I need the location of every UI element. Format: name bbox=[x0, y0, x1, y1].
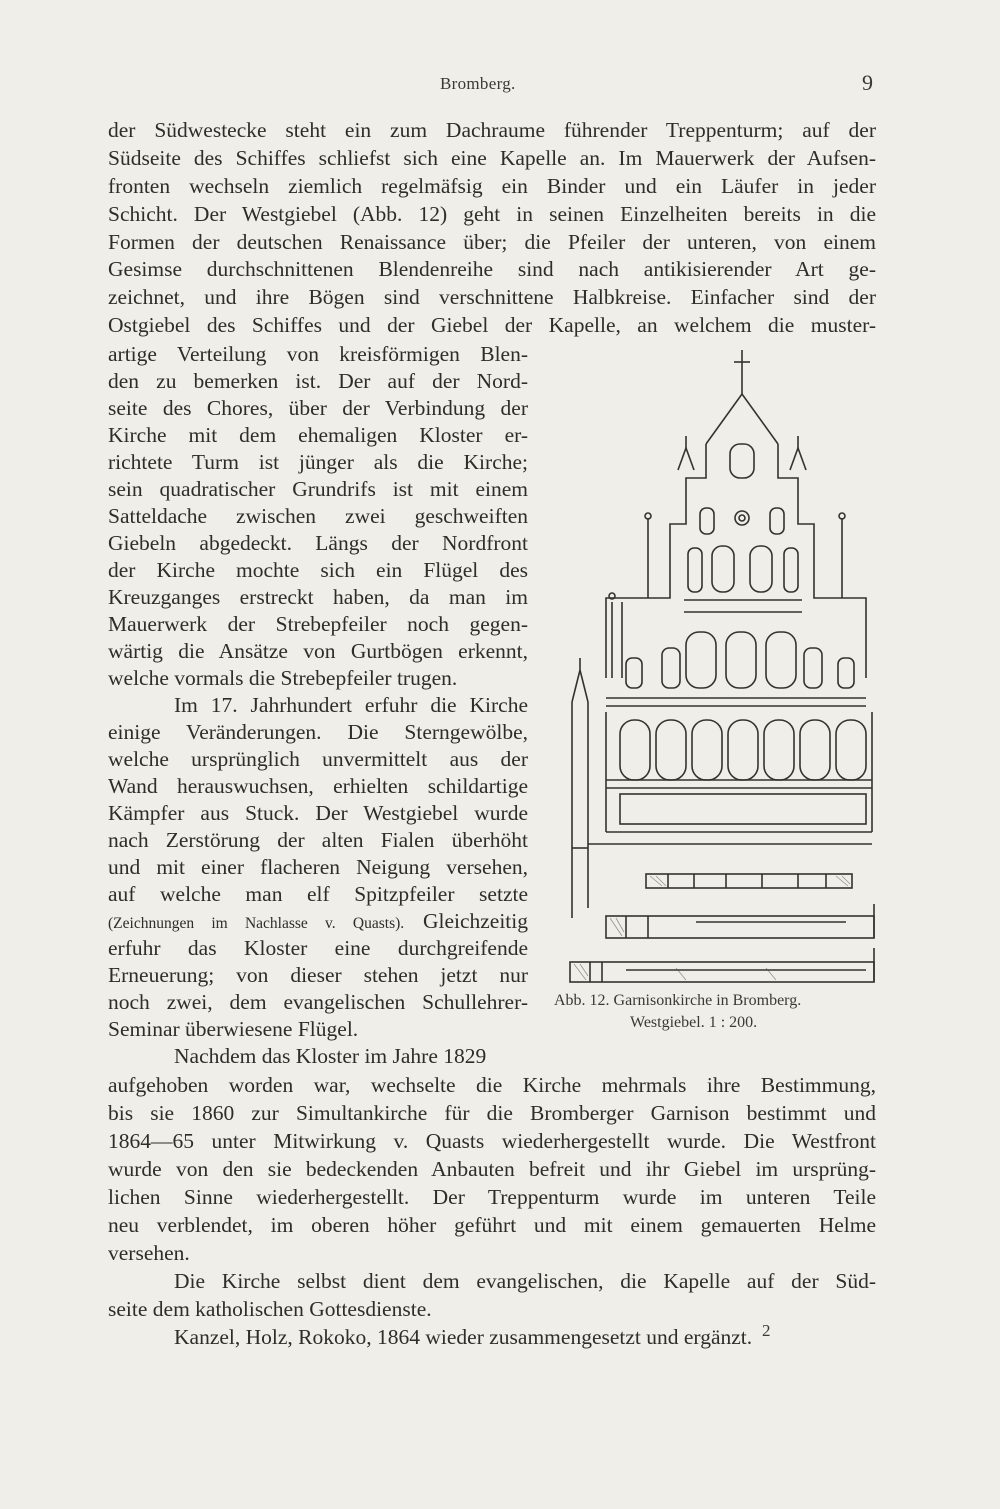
text-line: lichen Sinne wiederhergestellt. Der Treppenturm wurde im unteren Teile bbox=[108, 1185, 876, 1209]
text-line: neu verblendet, im oberen höher geführt und mit einem gemauerten Helme bbox=[108, 1213, 876, 1237]
figure-caption: Abb. 12. Garnisonkirche in Bromberg. bbox=[554, 992, 802, 1009]
text-line: noch zwei, dem evangelischen Schullehrer- bbox=[108, 990, 528, 1014]
text-line: Kreuzganges erstreckt haben, da man im bbox=[108, 585, 528, 609]
text-line: Südseite des Schiffes schliefst sich eine Kapelle an. Im Mauerwerk der Aufsen- bbox=[108, 146, 876, 170]
text-line: seite dem katholischen Gottesdienste. bbox=[108, 1297, 432, 1321]
text-line: einige Veränderungen. Die Sterngewölbe, bbox=[108, 720, 528, 744]
figure-caption-scale: Westgiebel. 1 : 200. bbox=[630, 1014, 758, 1031]
text-line: bis sie 1860 zur Simultankirche für die Bromberger Garnison bestimmt und bbox=[108, 1101, 876, 1125]
text-line: versehen. bbox=[108, 1241, 190, 1265]
text-line: richtete Turm ist jünger als die Kirche; bbox=[108, 450, 528, 474]
text-line: Kirche mit dem ehemaligen Kloster er- bbox=[108, 423, 528, 447]
text-line: der Kirche mochte sich ein Flügel des bbox=[108, 558, 528, 582]
text-line: Ostgiebel des Schiffes und der Giebel der Kapelle, an welchem die muster- bbox=[108, 313, 876, 337]
text-line: den zu bemerken ist. Der auf der Nord- bbox=[108, 369, 528, 393]
text-line: und mit einer flacheren Neigung versehen, bbox=[108, 855, 528, 879]
reference-note: (Zeichnungen im Nachlasse v. Quasts). bbox=[108, 915, 405, 932]
text-line: seite des Chores, über der Verbindung der bbox=[108, 396, 528, 420]
text-line: Gesimse durchschnittenen Blendenreihe sind nach antikisierender Art ge- bbox=[108, 257, 876, 281]
text-line: Formen der deutschen Renaissance über; die Pfeiler der unteren, von einem bbox=[108, 230, 876, 254]
text-line: Nachdem das Kloster im Jahre 1829 bbox=[174, 1044, 487, 1068]
text-line: Die Kirche selbst dient dem evangelischen, die Kapelle auf der Süd- bbox=[174, 1269, 876, 1293]
text-line: artige Verteilung von kreisförmigen Blen- bbox=[108, 342, 528, 366]
text-line: wurde von den sie bedeckenden Anbauten befreit und ihr Giebel im ursprüng- bbox=[108, 1157, 876, 1181]
text-line: wärtig die Ansätze von Gurtbögen erkennt, bbox=[108, 639, 528, 663]
text-line: erfuhr das Kloster eine durchgreifende bbox=[108, 936, 528, 960]
text-line: sein quadratischer Grundrifs ist mit einem bbox=[108, 477, 528, 501]
text-line: Mauerwerk der Strebepfeiler noch gegen- bbox=[108, 612, 528, 636]
text-line: zeichnet, und ihre Bögen sind verschnittene Halbkreise. Einfacher sind der bbox=[108, 285, 876, 309]
text-line: 1864—65 unter Mitwirkung v. Quasts wiederhergestellt wurde. Die Westfront bbox=[108, 1129, 876, 1153]
text-line: Schicht. Der Westgiebel (Abb. 12) geht in seinen Einzelheiten bereits in die bbox=[108, 202, 876, 226]
text-line: Wand herauswuchsen, erhielten schildartige bbox=[108, 774, 528, 798]
text-line: Satteldache zwischen zwei geschweiften bbox=[108, 504, 528, 528]
text-line: welche vormals die Strebepfeiler trugen. bbox=[108, 666, 458, 690]
text-line: nach Zerstörung der alten Fialen überhöht bbox=[108, 828, 528, 852]
text-fragment: Gleichzeitig bbox=[422, 909, 529, 933]
text-line: fronten wechseln ziemlich regelmäfsig ein Binder und ein Läufer in jeder bbox=[108, 174, 876, 198]
text-line: Erneuerung; von dieser stehen jetzt nur bbox=[108, 963, 528, 987]
signature-mark: 2 bbox=[762, 1321, 771, 1340]
text-line: Seminar überwiesene Flügel. bbox=[108, 1017, 359, 1041]
running-title: Bromberg. bbox=[440, 74, 516, 93]
text-line: aufgehoben worden war, wechselte die Kirche mehrmals ihre Bestimmung, bbox=[108, 1073, 876, 1097]
page-number: 9 bbox=[862, 70, 873, 95]
text-line: auf welche man elf Spitzpfeiler setzte bbox=[108, 882, 528, 906]
text-line: Giebeln abgedeckt. Längs der Nordfront bbox=[108, 531, 528, 555]
text-line: Im 17. Jahrhundert erfuhr die Kirche bbox=[174, 693, 528, 717]
text-line: Kanzel, Holz, Rokoko, 1864 wieder zusammengesetzt und ergänzt. bbox=[174, 1325, 753, 1349]
text-line: welche ursprünglich unvermittelt aus der bbox=[108, 747, 528, 771]
text-line: der Südwestecke steht ein zum Dachraume führender Treppenturm; auf der bbox=[108, 118, 876, 142]
west-gable-illustration bbox=[566, 348, 878, 988]
text-line: Kämpfer aus Stuck. Der Westgiebel wurde bbox=[108, 801, 528, 825]
text-line bbox=[108, 908, 528, 937]
